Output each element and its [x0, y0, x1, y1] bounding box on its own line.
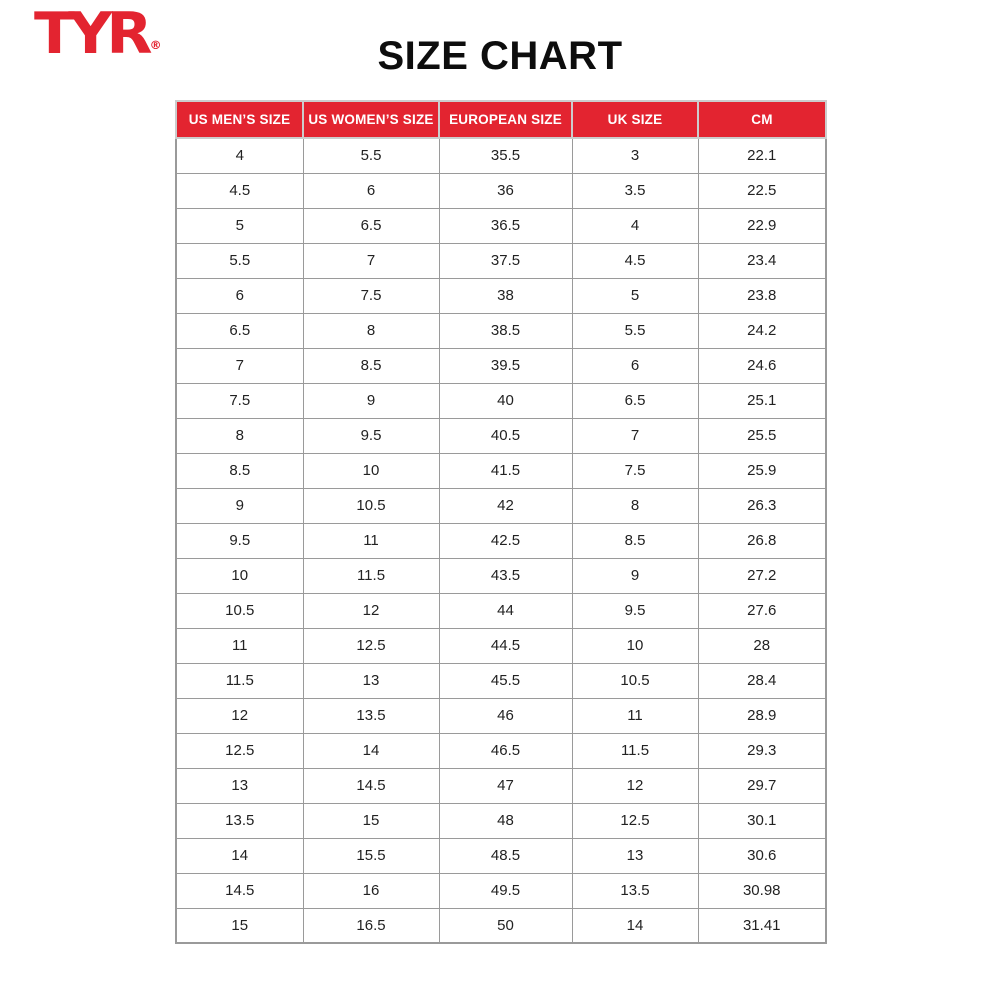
table-cell: 27.2 [698, 558, 826, 593]
table-cell: 7 [572, 418, 698, 453]
table-cell: 31.41 [698, 908, 826, 943]
table-row [176, 873, 826, 908]
table-cell: 46 [439, 698, 572, 733]
table-cell: 9 [176, 488, 303, 523]
table-cell: 13 [303, 663, 439, 698]
table-cell: 5.5 [176, 243, 303, 278]
table-row [176, 418, 826, 453]
table-cell: 12.5 [572, 803, 698, 838]
table-cell: 44 [439, 593, 572, 628]
table-cell: 7.5 [303, 278, 439, 313]
table-cell: 49.5 [439, 873, 572, 908]
table-cell: 13.5 [176, 803, 303, 838]
table-cell: 22.5 [698, 173, 826, 208]
table-cell: 6.5 [303, 208, 439, 243]
table-cell: 5.5 [572, 313, 698, 348]
table-cell: 16 [303, 873, 439, 908]
table-row [176, 628, 826, 663]
table-cell: 36.5 [439, 208, 572, 243]
table-row [176, 348, 826, 383]
table-row [176, 768, 826, 803]
table-cell: 11 [572, 698, 698, 733]
table-cell: 24.2 [698, 313, 826, 348]
table-cell: 45.5 [439, 663, 572, 698]
table-row [176, 663, 826, 698]
table-row [176, 243, 826, 278]
table-cell: 12 [176, 698, 303, 733]
column-header: US WOMEN’S SIZE [303, 101, 439, 138]
table-cell: 16.5 [303, 908, 439, 943]
table-cell: 12 [303, 593, 439, 628]
table-cell: 46.5 [439, 733, 572, 768]
table-cell: 14 [176, 838, 303, 873]
table-cell: 7.5 [572, 453, 698, 488]
table-row [176, 908, 826, 943]
table-cell: 41.5 [439, 453, 572, 488]
table-cell: 11.5 [303, 558, 439, 593]
table-cell: 8 [303, 313, 439, 348]
table-cell: 14.5 [176, 873, 303, 908]
table-cell: 28.4 [698, 663, 826, 698]
table-row [176, 138, 826, 173]
table-row [176, 733, 826, 768]
table-cell: 24.6 [698, 348, 826, 383]
table-row [176, 698, 826, 733]
table-row [176, 488, 826, 523]
table-cell: 15.5 [303, 838, 439, 873]
table-row [176, 803, 826, 838]
table-cell: 7 [176, 348, 303, 383]
table-cell: 11.5 [176, 663, 303, 698]
column-header: EUROPEAN SIZE [439, 101, 572, 138]
table-cell: 9 [572, 558, 698, 593]
table-cell: 25.9 [698, 453, 826, 488]
table-cell: 38.5 [439, 313, 572, 348]
table-cell: 13.5 [303, 698, 439, 733]
table-cell: 8.5 [572, 523, 698, 558]
table-cell: 30.1 [698, 803, 826, 838]
table-cell: 30.98 [698, 873, 826, 908]
table-cell: 29.3 [698, 733, 826, 768]
table-cell: 14 [572, 908, 698, 943]
table-cell: 22.1 [698, 138, 826, 173]
table-cell: 3 [572, 138, 698, 173]
table-cell: 10.5 [572, 663, 698, 698]
table-cell: 42 [439, 488, 572, 523]
table-cell: 28.9 [698, 698, 826, 733]
table-cell: 13 [176, 768, 303, 803]
table-cell: 9 [303, 383, 439, 418]
table-cell: 8 [176, 418, 303, 453]
table-cell: 13 [572, 838, 698, 873]
table-cell: 23.4 [698, 243, 826, 278]
table-cell: 7 [303, 243, 439, 278]
table-row [176, 593, 826, 628]
table-row [176, 838, 826, 873]
table-cell: 9.5 [176, 523, 303, 558]
table-cell: 12 [572, 768, 698, 803]
table-cell: 10 [303, 453, 439, 488]
table-cell: 39.5 [439, 348, 572, 383]
size-chart-table [175, 100, 827, 944]
table-header-row [176, 101, 826, 138]
table-cell: 12.5 [303, 628, 439, 663]
table-row [176, 278, 826, 313]
table-cell: 22.9 [698, 208, 826, 243]
table-cell: 27.6 [698, 593, 826, 628]
table-cell: 6.5 [176, 313, 303, 348]
table-cell: 30.6 [698, 838, 826, 873]
table-cell: 37.5 [439, 243, 572, 278]
page-title: SIZE CHART [377, 34, 623, 78]
table-cell: 4 [572, 208, 698, 243]
table-cell: 10 [572, 628, 698, 663]
table-cell: 4.5 [176, 173, 303, 208]
table-cell: 36 [439, 173, 572, 208]
table-row [176, 313, 826, 348]
table-row [176, 523, 826, 558]
table-cell: 10.5 [176, 593, 303, 628]
table-cell: 4 [176, 138, 303, 173]
table-cell: 6 [303, 173, 439, 208]
table-cell: 5 [176, 208, 303, 243]
table-cell: 11.5 [572, 733, 698, 768]
table-cell: 15 [176, 908, 303, 943]
table-row [176, 173, 826, 208]
table-cell: 44.5 [439, 628, 572, 663]
table-cell: 6 [572, 348, 698, 383]
column-header: CM [698, 101, 826, 138]
table-cell: 5.5 [303, 138, 439, 173]
table-cell: 29.7 [698, 768, 826, 803]
table-cell: 11 [303, 523, 439, 558]
table-cell: 15 [303, 803, 439, 838]
table-cell: 6.5 [572, 383, 698, 418]
table-cell: 10 [176, 558, 303, 593]
table-cell: 47 [439, 768, 572, 803]
table-cell: 4.5 [572, 243, 698, 278]
table-cell: 9.5 [572, 593, 698, 628]
table-cell: 35.5 [439, 138, 572, 173]
table-cell: 14.5 [303, 768, 439, 803]
table-cell: 11 [176, 628, 303, 663]
table-cell: 42.5 [439, 523, 572, 558]
table-cell: 40.5 [439, 418, 572, 453]
table-cell: 40 [439, 383, 572, 418]
tyr-logo-text: TYR [34, 0, 147, 68]
table-cell: 13.5 [572, 873, 698, 908]
table-row [176, 383, 826, 418]
table-cell: 43.5 [439, 558, 572, 593]
column-header: US MEN’S SIZE [176, 101, 303, 138]
table-cell: 28 [698, 628, 826, 663]
table-cell: 10.5 [303, 488, 439, 523]
table-row [176, 453, 826, 488]
table-cell: 8 [572, 488, 698, 523]
table-row [176, 208, 826, 243]
table-cell: 7.5 [176, 383, 303, 418]
table-cell: 9.5 [303, 418, 439, 453]
table-cell: 25.5 [698, 418, 826, 453]
table-cell: 50 [439, 908, 572, 943]
table-cell: 23.8 [698, 278, 826, 313]
table-row [176, 558, 826, 593]
table-cell: 38 [439, 278, 572, 313]
table-cell: 8.5 [176, 453, 303, 488]
table-cell: 5 [572, 278, 698, 313]
table-cell: 48.5 [439, 838, 572, 873]
registered-trademark-mark: ® [149, 38, 162, 53]
table-cell: 26.3 [698, 488, 826, 523]
table-cell: 25.1 [698, 383, 826, 418]
table-cell: 14 [303, 733, 439, 768]
table-cell: 48 [439, 803, 572, 838]
table-cell: 3.5 [572, 173, 698, 208]
table-cell: 6 [176, 278, 303, 313]
column-header: UK SIZE [572, 101, 698, 138]
table-cell: 26.8 [698, 523, 826, 558]
table-cell: 8.5 [303, 348, 439, 383]
table-cell: 12.5 [176, 733, 303, 768]
